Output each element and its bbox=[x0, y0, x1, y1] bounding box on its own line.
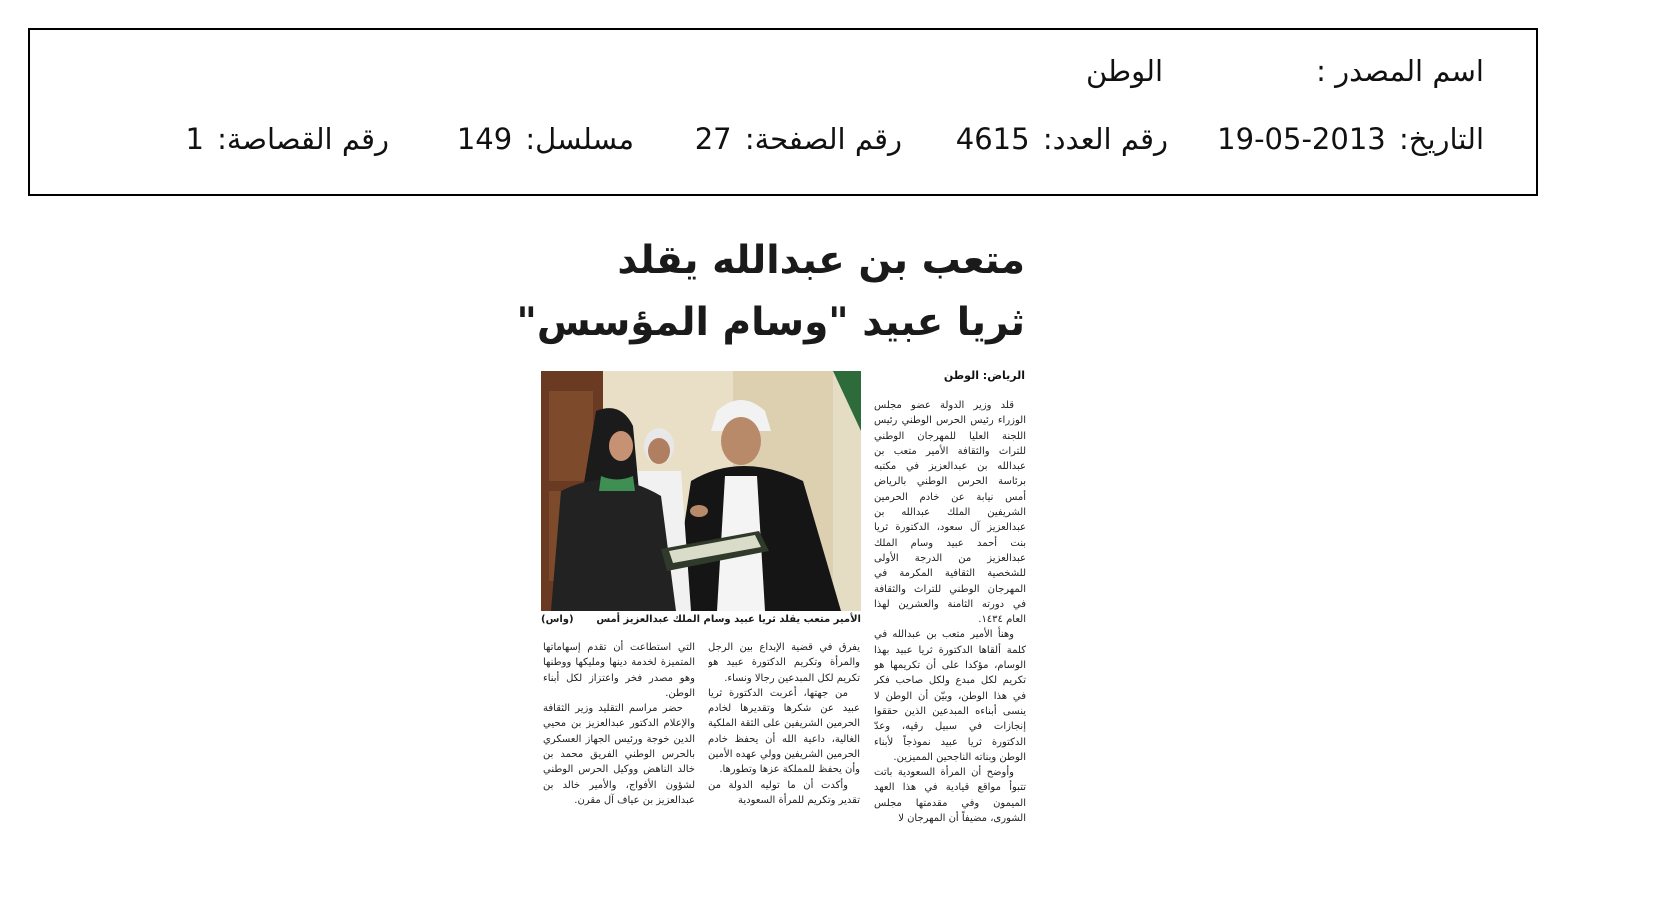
article-photo bbox=[541, 371, 861, 611]
article-dateline: الرياض: الوطن bbox=[943, 369, 1025, 382]
caption-text: الأمير متعب يقلد ثريا عبيد وسام الملك عبدالعزيز أمس bbox=[596, 614, 861, 625]
source-label: اسم المصدر : bbox=[1316, 54, 1484, 88]
column-3-paragraph-1: التي استطاعت أن تقدم إسهاماتها المتميزة لخدمة دينها ومليكها ووطنها وهو مصدر فخر واعتزاز لكل أبناء الوطن. bbox=[543, 642, 695, 699]
page-label: رقم الصفحة: bbox=[744, 122, 902, 156]
column-1-paragraph-3: وأوضح أن المرأة السعودية باتت تتبوأ مواقع قيادية في هذا العهد الميمون وفي مقدمتها مجلس الشورى، مضيفاً أن المهرجان لا bbox=[874, 767, 1026, 825]
clipping-value: 1 bbox=[185, 122, 204, 156]
column-2-paragraph-1: يفرق في قضية الإبداع بين الرجل والمرأة وتكريم الدكتورة عبيد هو تكريم لكل المبدعين رجالا ونساء. bbox=[708, 642, 860, 684]
column-2-paragraph-3: وأكدت أن ما توليه الدولة من تقدير وتكريم للمرأة السعودية bbox=[708, 779, 860, 806]
photo-illustration bbox=[541, 371, 861, 611]
date-field bbox=[1217, 122, 1484, 156]
clipping-label: رقم القصاصة: bbox=[217, 122, 389, 156]
issue-value: 4615 bbox=[955, 122, 1030, 156]
page-value: 27 bbox=[694, 122, 732, 156]
column-2-paragraph-2: من جهتها، أعربت الدكتورة ثريا عبيد عن شكرها وتقديرها لخادم الحرمين الشريفين على الثقة الملكية الغالية، داعية الله أن يحفظ خادم الحرمين الشريفين وولي عهده الأمين وأن يحفظ للمملكة عزها وتطورها. bbox=[708, 687, 860, 776]
issue-field bbox=[955, 122, 1168, 156]
column-1-paragraph-2: وهنأ الأمير متعب بن عبدالله في كلمة ألقاها الدكتورة ثريا عبيد بهذا الوسام، مؤكدا على أن تكريمها هو تكريم لكل مبدع ولكل صاحب فكر في هذا الوطن، وبيّن أن الوطن لا ينسى أبناءه المبدعين الذين حققوا إنجازات في سبيل رقيه، وعدّ الدكتورة ثريا عبيد نموذجاً لأبناء الوطن وبناته الناجحين المميزين. bbox=[874, 629, 1026, 763]
article-column-3 bbox=[543, 640, 695, 840]
article-column-1 bbox=[874, 398, 1026, 840]
date-label: التاريخ: bbox=[1398, 122, 1484, 156]
caption-source: (واس) bbox=[541, 614, 574, 625]
headline-line-2: ثريا عبيد "وسام المؤسس" bbox=[516, 300, 1025, 345]
issue-label: رقم العدد: bbox=[1042, 122, 1168, 156]
column-3-paragraph-2: حضر مراسم التقليد وزير الثقافة والإعلام الدكتور عبدالعزيز بن محيي الدين خوجة ورئيس الجهاز العسكري بالحرس الوطني الفريق محمد بن خالد الناهض ووكيل الحرس الوطني لشؤون الأفواج، والأمير خالد بن عبدالعزيز بن عياف آل مقرن. bbox=[543, 703, 695, 806]
article-column-2 bbox=[708, 640, 860, 840]
headline-line-1: متعب بن عبدالله يقلد bbox=[617, 238, 1025, 283]
source-info-box bbox=[28, 28, 1538, 196]
clipping-field bbox=[185, 122, 389, 156]
column-1-paragraph-1: قلد وزير الدولة عضو مجلس الوزراء رئيس الحرس الوطني رئيس اللجنة العليا للمهرجان الوطني للتراث والثقافة الأمير متعب بن عبدالله بن عبدالعزيز في مكتبه برئاسة الحرس الوطني بالرياض أمس نيابة عن خادم الحرمين الشريفين الملك عبدالله بن عبدالعزيز آل سعود، الدكتورة ثريا بنت أحمد عبيد وسام الملك عبدالعزيز من الدرجة الأولى للشخصية الثقافية المكرمة في المهرجان الوطني للتراث والثقافة في دورته الثامنة والعشرين لهذا العام ١٤٣٤. bbox=[874, 400, 1026, 626]
serial-field bbox=[456, 122, 634, 156]
page-field bbox=[694, 122, 902, 156]
serial-label: مسلسل: bbox=[525, 122, 634, 156]
photo-caption bbox=[541, 614, 861, 625]
date-value: 2013-05-19 bbox=[1217, 122, 1386, 156]
serial-value: 149 bbox=[456, 122, 513, 156]
source-value: الوطن bbox=[1085, 54, 1163, 88]
